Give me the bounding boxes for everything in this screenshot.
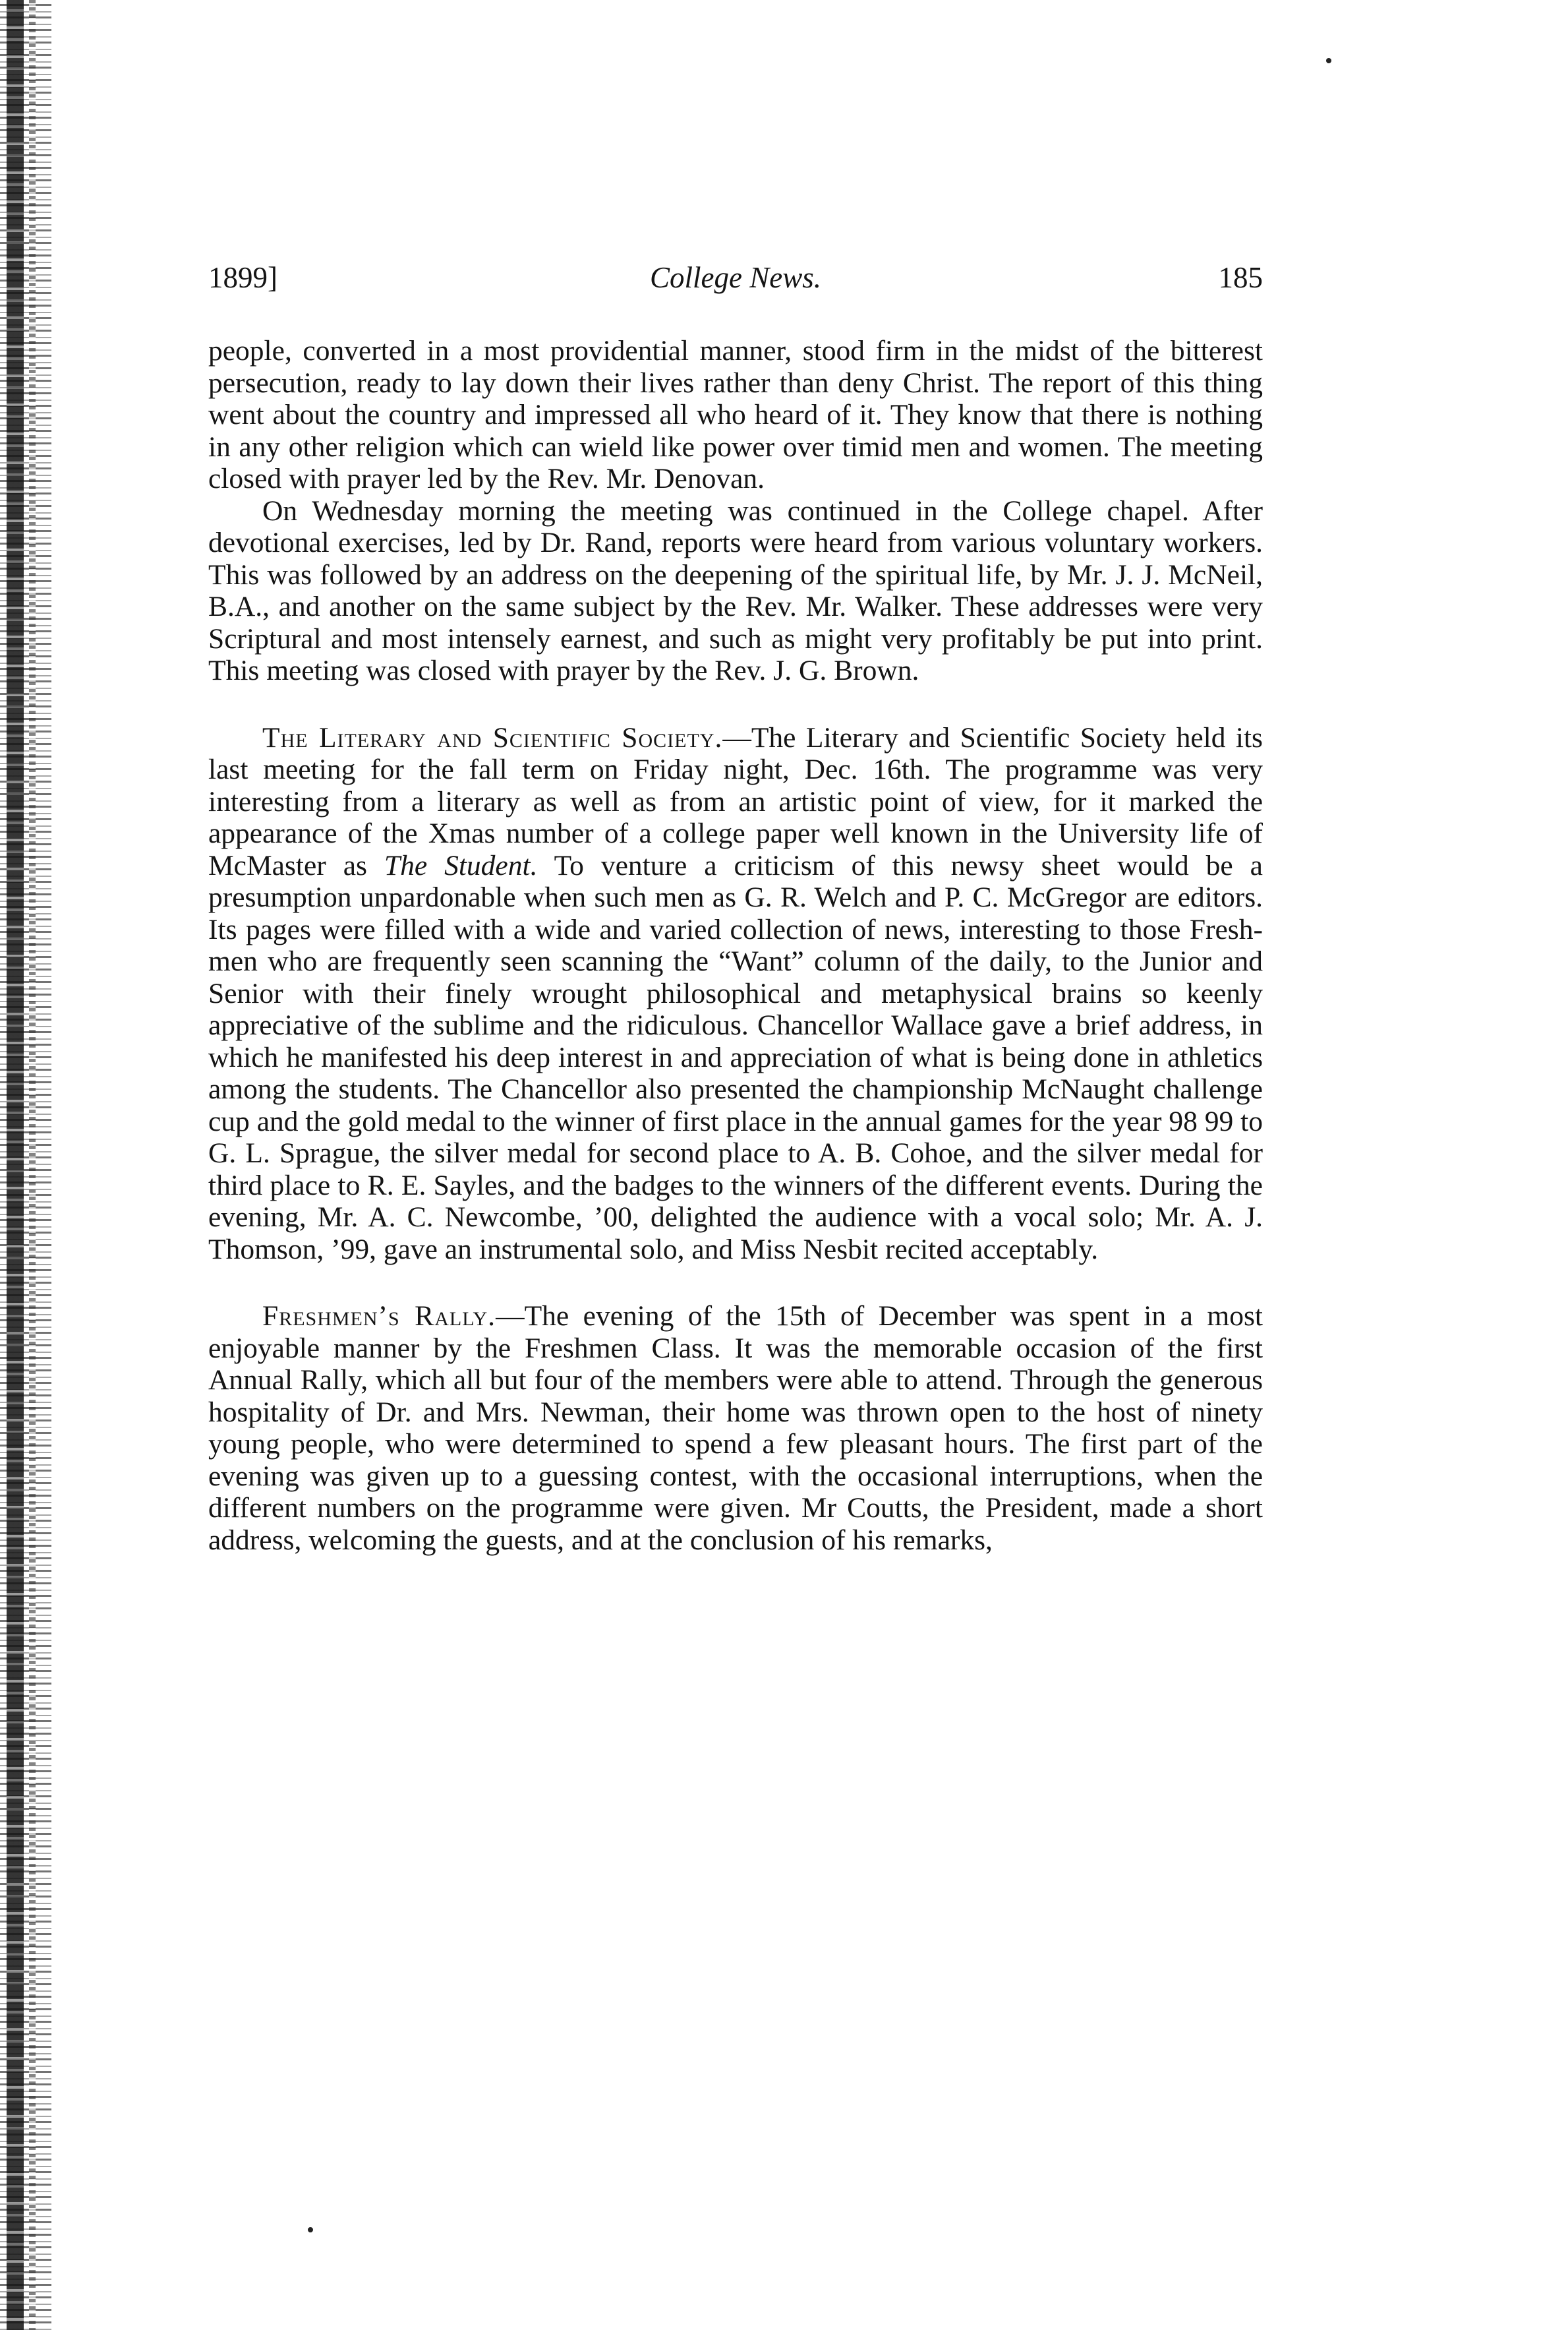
ink-speck: [1326, 58, 1331, 63]
paragraph-freshmens-rally: [208, 1300, 1263, 1556]
paragraph-literary-society: [208, 722, 1263, 1266]
section-heading-freshmens-rally: Freshmen’s Rally.: [262, 1300, 496, 1332]
paper-title: The Student.: [384, 849, 538, 881]
paragraph-text: —The evening of the 15th of December was spent in a most enjoyable manner by the Freshmen Class. It was the memorable occasion of the first Annual Rally, which all but four of the members were able to attend. Through the generous hospitality of Dr. and Mrs. Newman, their home was thrown open to the host of ninety young people, who were determined to spend a few pleasant hours. The first part of the evening was given up to a guessing contest, with the occasional interruptions, when the different numbers on the programme were given. Mr Coutts, the President, made a short address, welcoming the guests, and at the conclusion of his remarks,: [208, 1300, 1263, 1556]
paragraph-wednesday-meeting: On Wednesday morning the meeting was continued in the College chapel. After devotional exercises, led by Dr. Rand, reports were heard from various voluntary workers. This was followed by an address on the deepening of the spiritual life, by Mr. J. J. McNeil, B.A., and another on the same subject by the Rev. Mr. Walker. These addresses were very Scriptural and most intensely earnest, and such as might very profitably be put into print. This meeting was closed with prayer by the Rev. J. G. Brown.: [208, 494, 1263, 686]
running-head: [208, 260, 1263, 307]
section-heading-literary-society: The Literary and Scientific Society.: [262, 721, 723, 754]
paragraph-text: —The Literary and Scientific Society held its last meeting for the fall term on Friday night, Dec. 16th. The programme was very interesting from a literary as well as from an artistic point of view, for it marked the appearance of the Xmas number of a college paper well known in the University life of McMaster as: [208, 721, 1263, 881]
paragraph-text: To venture a criticism of this newsy sheet would be a presumption unpardonable when such men as G. R. Welch and P. C. McGregor are editors. Its pages were filled with a wide and varied collection of news, interesting to those Freshmen who are frequently seen scanning the “Want” column of the daily, to the Junior and Senior with their finely wrought philosophical and metaphysical brains so keenly appreciative of the sublime and the ridiculous. Chancellor Wallace gave a brief address, in which he manifested his deep interest in and appreciation of what is being done in athletics among the students. The Chancellor also presented the championship McNaught challenge cup and the gold medal to the winner of first place in the annual games for the year 98 99 to G. L. Sprague, the silver medal for second place to A. B. Cohoe, and the silver medal for third place to R. E. Sayles, and the badges to the winners of the different events. During the evening, Mr. A. C. Newcombe, ’00, delighted the audience with a vocal solo; Mr. A. J. Thomson, ’99, gave an instrumental solo, and Miss Nesbit recited acceptably.: [208, 849, 1263, 1265]
running-head-title: College News.: [650, 261, 821, 294]
paragraph-persecution: people, converted in a most providential manner, stood firm in the midst of the bitterest persecution, ready to lay down their lives rather than deny Christ. The report of this thing went about the country and impressed all who heard of it. They know that there is nothing in any other religion which can wield like power over timid men and women. The meeting closed with prayer led by the Rev. Mr. Denovan.: [208, 335, 1263, 494]
running-head-year: 1899]: [208, 261, 277, 294]
ink-speck: [308, 2227, 313, 2232]
article-body: [208, 335, 1263, 1556]
page-number: 185: [1218, 261, 1263, 294]
page-binding-edge: [0, 0, 51, 2330]
